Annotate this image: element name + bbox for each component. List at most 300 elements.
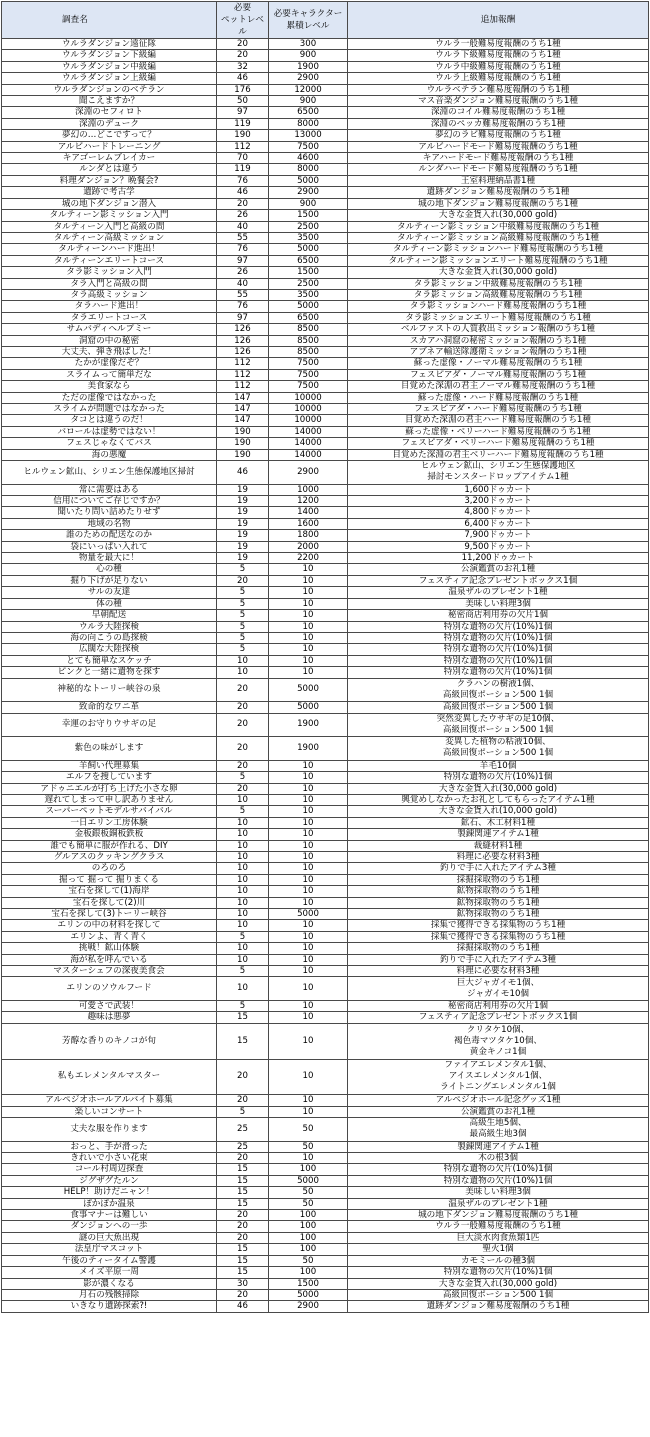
cell-investigation-name: 早朝配送	[2, 610, 217, 621]
cell-pet-level: 10	[217, 977, 269, 1001]
cell-investigation-name: タルティーン影ミッション入門	[2, 210, 217, 221]
table-row	[2, 358, 649, 369]
cell-reward: タラ影ミッションエリート難易度報酬のうち1種	[348, 312, 649, 323]
cell-investigation-name: 神秘的なトーリー峡谷の泉	[2, 678, 217, 702]
cell-investigation-name: たかが虚像だぞ？	[2, 358, 217, 369]
cell-reward: 鉱物採取物のうち1種	[348, 886, 649, 897]
cell-pet-level: 10	[217, 840, 269, 851]
cell-pet-level: 97	[217, 107, 269, 118]
cell-pet-level: 70	[217, 153, 269, 164]
cell-character-level: 14000	[269, 426, 348, 437]
cell-pet-level: 15	[217, 1175, 269, 1186]
cell-character-level: 1500	[269, 267, 348, 278]
cell-investigation-name: タルティーン入門と高級の間	[2, 221, 217, 232]
cell-character-level: 900	[269, 96, 348, 107]
cell-reward: 4,800ドゥカート	[348, 507, 649, 518]
cell-reward: 特別な遺物の欠片(10%)1個	[348, 621, 649, 632]
cell-pet-level: 15	[217, 1198, 269, 1209]
cell-investigation-name: 広闊な大陸探検	[2, 644, 217, 655]
cell-pet-level: 119	[217, 118, 269, 129]
cell-pet-level: 5	[217, 644, 269, 655]
table-row	[2, 1210, 649, 1221]
cell-pet-level: 20	[217, 1289, 269, 1300]
cell-character-level: 10	[269, 575, 348, 586]
cell-pet-level: 25	[217, 1141, 269, 1152]
table-row	[2, 977, 649, 1001]
cell-pet-level: 5	[217, 1106, 269, 1117]
cell-reward: アルビハードモード難易度報酬のうち1種	[348, 141, 649, 152]
cell-character-level: 10	[269, 564, 348, 575]
cell-investigation-name: 物量を最大に！	[2, 553, 217, 564]
cell-investigation-name: 月石の残骸掃除	[2, 1289, 217, 1300]
cell-investigation-name: 海の悪魔	[2, 449, 217, 460]
cell-pet-level: 20	[217, 737, 269, 761]
cell-reward: ルンダハードモード難易度報酬のうち1種	[348, 164, 649, 175]
cell-reward: 製錬関連アイテム1種	[348, 829, 649, 840]
cell-character-level: 5000	[269, 1289, 348, 1300]
cell-reward: 深淵のペッカ難易度報酬のうち1種	[348, 118, 649, 129]
table-row	[2, 829, 649, 840]
cell-reward: 9,500ドゥカート	[348, 541, 649, 552]
table-row	[2, 920, 649, 931]
table-row	[2, 760, 649, 771]
cell-reward: 目覚めた深淵の君主ベリーハード難易度報酬のうち1種	[348, 449, 649, 460]
table-row	[2, 301, 649, 312]
cell-pet-level: 55	[217, 289, 269, 300]
cell-pet-level: 10	[217, 667, 269, 678]
cell-pet-level: 190	[217, 426, 269, 437]
cell-investigation-name: 挑戦！鉱山体験	[2, 943, 217, 954]
cell-investigation-name: いきなり遺跡探索?!	[2, 1301, 217, 1312]
cell-character-level: 2200	[269, 553, 348, 564]
cell-character-level: 1500	[269, 1278, 348, 1289]
table-row	[2, 1106, 649, 1117]
cell-character-level: 100	[269, 1164, 348, 1175]
cell-pet-level: 10	[217, 886, 269, 897]
cell-reward: 温泉ザルのプレゼント1種	[348, 587, 649, 598]
cell-pet-level: 147	[217, 415, 269, 426]
cell-character-level: 3500	[269, 232, 348, 243]
cell-investigation-name: ウルラダンジョン遠征隊	[2, 39, 217, 50]
cell-character-level: 8000	[269, 118, 348, 129]
cell-investigation-name: ピンクと一緒に遺物を探す	[2, 667, 217, 678]
cell-investigation-name: サムバディヘルプミー	[2, 324, 217, 335]
cell-pet-level: 112	[217, 381, 269, 392]
table-row	[2, 575, 649, 586]
cell-reward: 1,600ドゥカート	[348, 484, 649, 495]
cell-investigation-name: 洞窟の中の秘密	[2, 335, 217, 346]
table-row	[2, 587, 649, 598]
cell-character-level: 10	[269, 1095, 348, 1106]
cell-character-level: 8000	[269, 164, 348, 175]
cell-investigation-name: 一日エリン工房体験	[2, 817, 217, 828]
cell-character-level: 100	[269, 1210, 348, 1221]
cell-pet-level: 20	[217, 575, 269, 586]
cell-character-level: 6500	[269, 312, 348, 323]
cell-pet-level: 10	[217, 874, 269, 885]
cell-investigation-name: 食事マナーは難しい	[2, 1210, 217, 1221]
cell-investigation-name: 常に需要はある	[2, 484, 217, 495]
cell-pet-level: 126	[217, 324, 269, 335]
table-row	[2, 943, 649, 954]
cell-pet-level: 119	[217, 164, 269, 175]
cell-character-level: 2900	[269, 1301, 348, 1312]
cell-investigation-name: 聞こえますか？	[2, 96, 217, 107]
cell-pet-level: 5	[217, 632, 269, 643]
cell-reward: アルペジオホール記念グッズ1種	[348, 1095, 649, 1106]
table-row	[2, 221, 649, 232]
table-row	[2, 438, 649, 449]
cell-investigation-name: 海の向こうの島探検	[2, 632, 217, 643]
cell-investigation-name: 掘り下げが足りない	[2, 575, 217, 586]
cell-reward: 料理に必要な材料3種	[348, 966, 649, 977]
cell-pet-level: 15	[217, 1267, 269, 1278]
cell-investigation-name: のろのろ	[2, 863, 217, 874]
table-row	[2, 118, 649, 129]
table-row	[2, 153, 649, 164]
cell-pet-level: 46	[217, 461, 269, 485]
table-row	[2, 897, 649, 908]
cell-character-level: 1600	[269, 518, 348, 529]
cell-reward: フェスティア記念プレゼントボックス1個	[348, 1012, 649, 1023]
cell-investigation-name: バロールは虚勢ではない！	[2, 426, 217, 437]
cell-character-level: 2900	[269, 73, 348, 84]
cell-investigation-name: タラエリートコース	[2, 312, 217, 323]
cell-pet-level: 10	[217, 655, 269, 666]
cell-pet-level: 10	[217, 909, 269, 920]
table-row	[2, 1001, 649, 1012]
header-pet-level: 必要 ペットレベル	[217, 2, 269, 39]
table-row	[2, 84, 649, 95]
table-row	[2, 553, 649, 564]
cell-investigation-name: ルンダとは違う	[2, 164, 217, 175]
cell-pet-level: 20	[217, 702, 269, 713]
cell-character-level: 10	[269, 874, 348, 885]
cell-pet-level: 176	[217, 84, 269, 95]
cell-investigation-name: 宝石を探して(2)川	[2, 897, 217, 908]
cell-reward: カモミールの種3個	[348, 1255, 649, 1266]
cell-investigation-name: タラ影ミッション入門	[2, 267, 217, 278]
cell-reward: フェスピアダ・ノーマル難易度報酬のうち1種	[348, 369, 649, 380]
cell-investigation-name: タラ入門と高級の間	[2, 278, 217, 289]
cell-reward: ウルラベテラン難易度報酬のうち1種	[348, 84, 649, 95]
table-row	[2, 1267, 649, 1278]
cell-reward: 遺跡ダンジョン難易度報酬のうち1種	[348, 187, 649, 198]
cell-pet-level: 20	[217, 1059, 269, 1095]
table-row	[2, 39, 649, 50]
header-row	[2, 2, 649, 39]
cell-reward: 変異した植物の粘液10個、 高級回復ポーション500 1個	[348, 737, 649, 761]
cell-reward: タラ影ミッションハード難易度報酬のうち1種	[348, 301, 649, 312]
cell-investigation-name: アドゥニエルが打ち上げた小さな卵	[2, 783, 217, 794]
cell-reward: 鉱物採取物のうち1種	[348, 897, 649, 908]
cell-character-level: 10	[269, 1153, 348, 1164]
cell-pet-level: 5	[217, 1001, 269, 1012]
cell-character-level: 100	[269, 1244, 348, 1255]
table-row	[2, 806, 649, 817]
cell-pet-level: 97	[217, 255, 269, 266]
cell-character-level: 10	[269, 977, 348, 1001]
table-row	[2, 817, 649, 828]
cell-investigation-name: おっと、手が滑った	[2, 1141, 217, 1152]
cell-reward: 採掘採取物のうち1種	[348, 943, 649, 954]
cell-reward: 蘇った虚像・ベリーハード難易度報酬のうち1種	[348, 426, 649, 437]
cell-character-level: 10	[269, 851, 348, 862]
cell-investigation-name: スライムが問題ではなかった	[2, 404, 217, 415]
table-row	[2, 461, 649, 485]
cell-investigation-name: 袋にいっぱい入れて	[2, 541, 217, 552]
cell-investigation-name: 遅れてしまって申し訳ありません	[2, 794, 217, 805]
table-row	[2, 655, 649, 666]
cell-character-level: 10	[269, 587, 348, 598]
cell-pet-level: 20	[217, 39, 269, 50]
table-row	[2, 621, 649, 632]
cell-investigation-name: 城の地下ダンジョン潜入	[2, 198, 217, 209]
cell-reward: 目覚めた深淵の君主ノーマル難易度報酬のうち1種	[348, 381, 649, 392]
cell-investigation-name: 金板銀板銅板鉄板	[2, 829, 217, 840]
table-row	[2, 1118, 649, 1142]
cell-pet-level: 10	[217, 863, 269, 874]
cell-investigation-name: 信用についてご存じですか？	[2, 496, 217, 507]
table-row	[2, 346, 649, 357]
cell-investigation-name: エリンの中の材料を探して	[2, 920, 217, 931]
cell-reward: 11,200ドゥカート	[348, 553, 649, 564]
cell-investigation-name: 趣味は悪夢	[2, 1012, 217, 1023]
cell-reward: ウルラ一般難易度報酬のうち1種	[348, 39, 649, 50]
cell-reward: タルティーン影ミッションエリート難易度報酬のうち1種	[348, 255, 649, 266]
cell-investigation-name: 午後のティータイム警護	[2, 1255, 217, 1266]
cell-pet-level: 19	[217, 518, 269, 529]
cell-pet-level: 5	[217, 587, 269, 598]
cell-pet-level: 20	[217, 713, 269, 737]
cell-investigation-name: 影が濃くなる	[2, 1278, 217, 1289]
cell-character-level: 14000	[269, 438, 348, 449]
cell-reward: タラ影ミッション中級難易度報酬のうち1種	[348, 278, 649, 289]
cell-pet-level: 20	[217, 50, 269, 61]
cell-character-level: 10	[269, 598, 348, 609]
cell-reward: 6,400ドゥカート	[348, 518, 649, 529]
cell-character-level: 50	[269, 1198, 348, 1209]
cell-investigation-name: 心の種	[2, 564, 217, 575]
cell-investigation-name: 誰でも簡単に服が作れる、DIY	[2, 840, 217, 851]
cell-pet-level: 112	[217, 369, 269, 380]
table-row	[2, 324, 649, 335]
cell-character-level: 10	[269, 966, 348, 977]
cell-pet-level: 19	[217, 530, 269, 541]
table-row	[2, 1153, 649, 1164]
cell-pet-level: 5	[217, 772, 269, 783]
cell-investigation-name: 宝石を探して(1)海岸	[2, 886, 217, 897]
table-row	[2, 1164, 649, 1175]
cell-reward: 特別な遺物の欠片(10%)1個	[348, 1267, 649, 1278]
cell-character-level: 7500	[269, 358, 348, 369]
table-row	[2, 598, 649, 609]
cell-investigation-name: 海が私を呼んでいる	[2, 954, 217, 965]
cell-reward: 公演鑑賞のお礼1種	[348, 1106, 649, 1117]
cell-pet-level: 20	[217, 1095, 269, 1106]
cell-pet-level: 126	[217, 346, 269, 357]
table-row	[2, 96, 649, 107]
cell-character-level: 10	[269, 920, 348, 931]
cell-investigation-name: 楽しいコンサート	[2, 1106, 217, 1117]
table-row	[2, 73, 649, 84]
cell-pet-level: 40	[217, 221, 269, 232]
cell-reward: 高級回復ポーション500 1個	[348, 1289, 649, 1300]
cell-reward: 興覚めしなかったお礼としてもらったアイテム1種	[348, 794, 649, 805]
cell-pet-level: 5	[217, 621, 269, 632]
cell-reward: 特別な遺物の欠片(10%)1個	[348, 644, 649, 655]
table-row	[2, 1244, 649, 1255]
cell-reward: フェスティア記念プレゼントボックス1個	[348, 575, 649, 586]
cell-pet-level: 25	[217, 1118, 269, 1142]
cell-pet-level: 30	[217, 1278, 269, 1289]
cell-character-level: 14000	[269, 449, 348, 460]
cell-reward: 巨大淡水肉食魚類1匹	[348, 1232, 649, 1243]
cell-character-level: 7500	[269, 381, 348, 392]
cell-investigation-name: 致命的なワニ革	[2, 702, 217, 713]
cell-pet-level: 20	[217, 1221, 269, 1232]
cell-reward: 王室料理納品書1種	[348, 175, 649, 186]
cell-reward: 秘密商店利用券の欠片1個	[348, 610, 649, 621]
cell-investigation-name: タルティーン高級ミッション	[2, 232, 217, 243]
header-character-level: 必要キャラクター 累積レベル	[269, 2, 348, 39]
cell-reward: 釣りで手に入れたアイテム3種	[348, 863, 649, 874]
table-row	[2, 518, 649, 529]
table-row	[2, 713, 649, 737]
cell-investigation-name: 深淵のセフィロト	[2, 107, 217, 118]
table-row	[2, 335, 649, 346]
table-row	[2, 289, 649, 300]
cell-character-level: 10	[269, 897, 348, 908]
cell-character-level: 10	[269, 863, 348, 874]
table-row	[2, 931, 649, 942]
cell-character-level: 10	[269, 817, 348, 828]
cell-pet-level: 20	[217, 1153, 269, 1164]
investigation-table	[1, 1, 649, 1313]
cell-character-level: 50	[269, 1141, 348, 1152]
cell-character-level: 10	[269, 610, 348, 621]
cell-character-level: 4600	[269, 153, 348, 164]
cell-character-level: 6500	[269, 107, 348, 118]
cell-character-level: 1900	[269, 713, 348, 737]
cell-reward: ウルラ中級難易度報酬のうち1種	[348, 61, 649, 72]
cell-character-level: 8500	[269, 335, 348, 346]
table-row	[2, 632, 649, 643]
cell-reward: 特別な遺物の欠片(10%)1個	[348, 632, 649, 643]
cell-investigation-name: マスターシェフの深夜美食会	[2, 966, 217, 977]
cell-pet-level: 10	[217, 851, 269, 862]
table-row	[2, 840, 649, 851]
table-row	[2, 702, 649, 713]
cell-reward: タルティーン影ミッション中級難易度報酬のうち1種	[348, 221, 649, 232]
table-row	[2, 530, 649, 541]
cell-character-level: 10	[269, 806, 348, 817]
table-row	[2, 1221, 649, 1232]
table-row	[2, 966, 649, 977]
table-row	[2, 130, 649, 141]
table-row	[2, 312, 649, 323]
cell-pet-level: 15	[217, 1023, 269, 1059]
cell-investigation-name: サルの友達	[2, 587, 217, 598]
cell-pet-level: 5	[217, 598, 269, 609]
cell-reward: 特別な遺物の欠片(10%)1個	[348, 1164, 649, 1175]
cell-reward: ファイアエレメンタル1個、 アイスエレメンタル1個、 ライトニングエレメンタル1個	[348, 1059, 649, 1095]
header-investigation-name: 調査名	[2, 2, 217, 39]
cell-reward: 聖火1個	[348, 1244, 649, 1255]
cell-character-level: 8500	[269, 346, 348, 357]
cell-investigation-name: メイズ平原一周	[2, 1267, 217, 1278]
table-row	[2, 667, 649, 678]
cell-character-level: 10	[269, 794, 348, 805]
cell-reward: 釣りで手に入れたアイテム3種	[348, 954, 649, 965]
cell-reward: キアハードモード難易度報酬のうち1種	[348, 153, 649, 164]
table-row	[2, 244, 649, 255]
cell-character-level: 100	[269, 1221, 348, 1232]
cell-character-level: 2500	[269, 278, 348, 289]
table-row	[2, 1289, 649, 1300]
cell-character-level: 1200	[269, 496, 348, 507]
cell-reward: 大きな金貨入れ(30,000 gold)	[348, 783, 649, 794]
cell-character-level: 5000	[269, 702, 348, 713]
cell-reward: 城の地下ダンジョン難易度報酬のうち1種	[348, 198, 649, 209]
table-row	[2, 1059, 649, 1095]
cell-investigation-name: グルアスのクッキングクラス	[2, 851, 217, 862]
table-row	[2, 1175, 649, 1186]
cell-character-level: 10	[269, 655, 348, 666]
cell-reward: 深淵のコイル難易度報酬のうち1種	[348, 107, 649, 118]
cell-character-level: 10	[269, 840, 348, 851]
cell-pet-level: 20	[217, 1232, 269, 1243]
cell-character-level: 1000	[269, 484, 348, 495]
cell-reward: タラ影ミッション高級難易度報酬のうち1種	[348, 289, 649, 300]
cell-investigation-name: 聞いたり問い詰めたりせず	[2, 507, 217, 518]
cell-investigation-name: ウルラダンジョン中級編	[2, 61, 217, 72]
cell-character-level: 10	[269, 829, 348, 840]
cell-pet-level: 19	[217, 541, 269, 552]
cell-character-level: 6500	[269, 255, 348, 266]
cell-character-level: 1900	[269, 61, 348, 72]
cell-character-level: 10	[269, 772, 348, 783]
table-row	[2, 874, 649, 885]
cell-pet-level: 112	[217, 358, 269, 369]
cell-investigation-name: スライムって簡単だな	[2, 369, 217, 380]
table-row	[2, 426, 649, 437]
cell-pet-level: 5	[217, 564, 269, 575]
cell-reward: 採掘採取物のうち1種	[348, 874, 649, 885]
cell-character-level: 13000	[269, 130, 348, 141]
table-row	[2, 644, 649, 655]
cell-character-level: 3500	[269, 289, 348, 300]
table-row	[2, 886, 649, 897]
table-row	[2, 141, 649, 152]
table-row	[2, 232, 649, 243]
cell-pet-level: 26	[217, 267, 269, 278]
table-row	[2, 107, 649, 118]
cell-pet-level: 15	[217, 1244, 269, 1255]
cell-pet-level: 26	[217, 210, 269, 221]
cell-investigation-name: 羊飼い代理募集	[2, 760, 217, 771]
cell-character-level: 10	[269, 943, 348, 954]
table-row	[2, 484, 649, 495]
table-row	[2, 1198, 649, 1209]
cell-reward: 高級回復ポーション500 1個	[348, 702, 649, 713]
cell-pet-level: 10	[217, 954, 269, 965]
cell-investigation-name: ウルラダンジョンのベテラン	[2, 84, 217, 95]
cell-investigation-name: ウルラダンジョン上級編	[2, 73, 217, 84]
table-row	[2, 164, 649, 175]
cell-investigation-name: 遺跡で考古学	[2, 187, 217, 198]
cell-pet-level: 126	[217, 335, 269, 346]
